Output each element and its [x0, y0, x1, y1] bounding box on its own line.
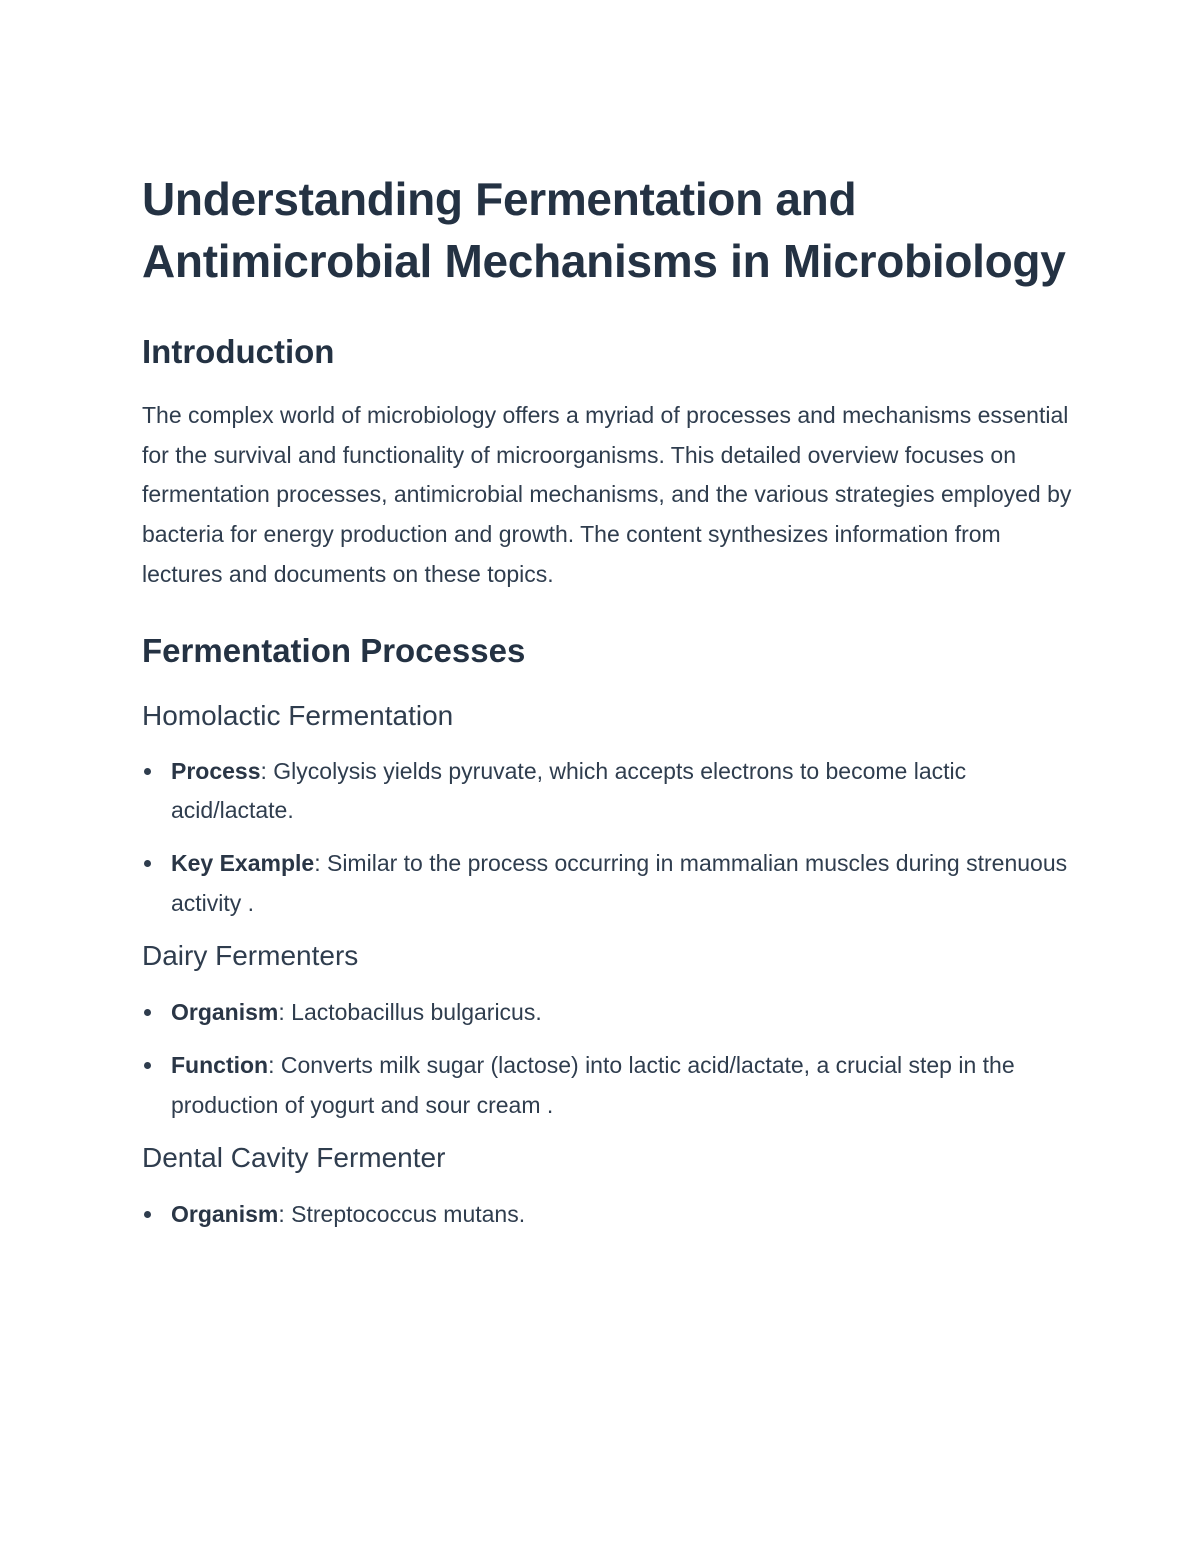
document-page [142, 168, 1072, 1235]
bullet-icon [144, 860, 151, 867]
fermentation-processes-heading: Fermentation Processes [142, 631, 526, 669]
dental-list [142, 1195, 1072, 1235]
homolactic-list [142, 752, 1072, 924]
list-item [142, 993, 1072, 1033]
list-item [142, 1046, 1072, 1125]
item-text: : Similar to the process occurring in mammalian muscles during strenuous activity . [171, 849, 1068, 916]
list-item [142, 752, 1072, 831]
item-label: Process [171, 757, 261, 784]
item-label: Key Example [171, 849, 315, 876]
item-text: : Streptococcus mutans. [278, 1201, 526, 1228]
list-item [142, 844, 1072, 923]
document-title: Understanding Fermentation and Antimicrobial Mechanisms in Microbiology [142, 173, 1066, 287]
dairy-fermenters-heading: Dairy Fermenters [142, 940, 359, 972]
item-text: : Lactobacillus bulgaricus. [278, 999, 542, 1026]
item-label: Organism [171, 1201, 279, 1228]
introduction-heading: Introduction [142, 333, 335, 370]
item-text: : Converts milk sugar (lactose) into lactic acid/lactate, a crucial step in the production of yogurt and sour cream . [171, 1052, 1015, 1118]
bullet-icon [144, 1211, 151, 1218]
item-text: : Glycolysis yields pyruvate, which accepts electrons to become lactic acid/lactate. [171, 757, 967, 824]
list-item [142, 1195, 1072, 1235]
homolactic-fermentation-heading: Homolactic Fermentation [142, 699, 454, 731]
introduction-paragraph: The complex world of microbiology offers a myriad of processes and mechanisms essential for the survival and functionality of microorganisms. This detailed overview focuses on fermentation processes, antimicrobial mechanisms, and the various strategies employed by bacteria for energy production and growth. The content synthesizes information from lectures and documents on these topics. [142, 402, 1072, 587]
bullet-icon [144, 1009, 151, 1016]
dental-cavity-fermenter-heading: Dental Cavity Fermenter [142, 1142, 446, 1174]
bullet-icon [144, 768, 151, 775]
dairy-list [142, 993, 1072, 1125]
bullet-icon [144, 1062, 151, 1069]
item-label: Function [171, 1052, 269, 1079]
item-label: Organism [171, 999, 279, 1026]
